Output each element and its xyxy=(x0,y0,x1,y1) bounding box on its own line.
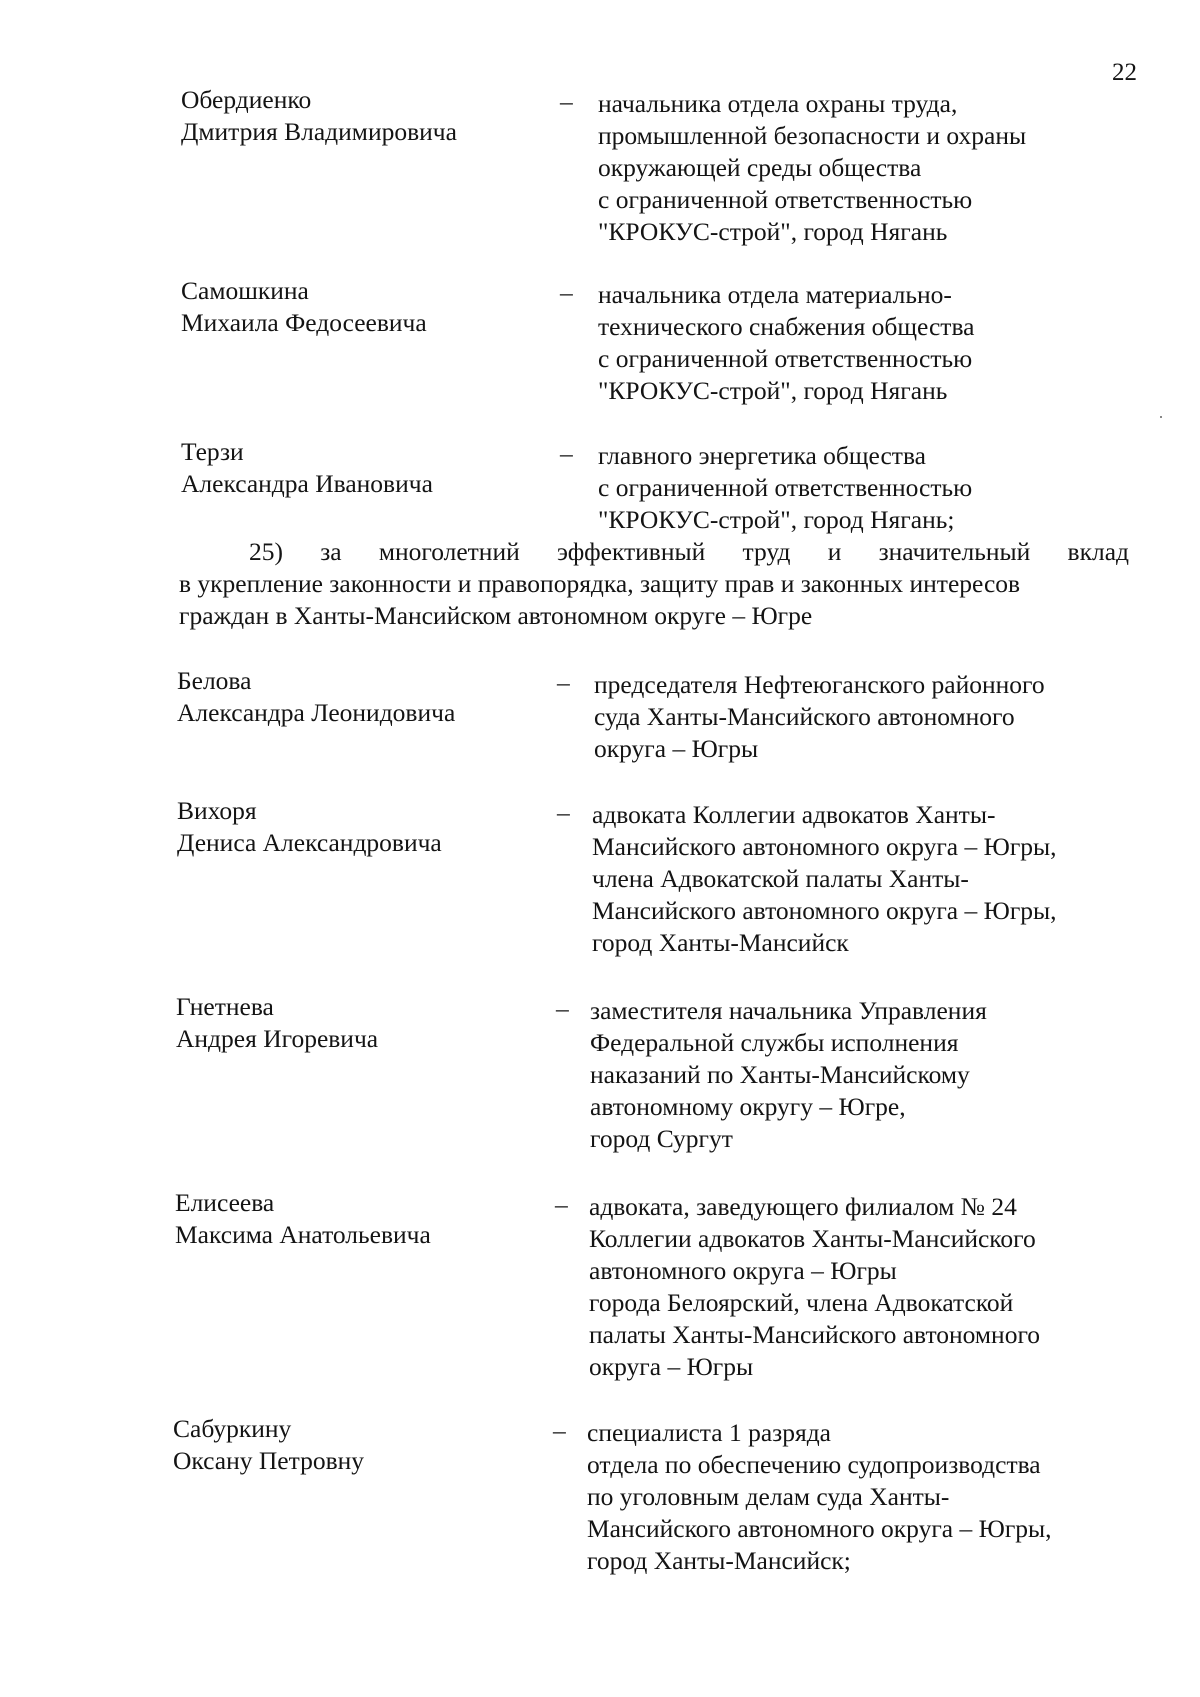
entry-name: Самошкина Михаила Федосеевича xyxy=(181,276,427,337)
entry-saburkina xyxy=(173,1413,1133,1583)
entry-eliseev xyxy=(175,1187,1135,1387)
scan-speck xyxy=(1160,416,1162,418)
entry-name: Вихоря Дениса Александровича xyxy=(177,796,442,857)
entry-dash: – xyxy=(557,798,570,827)
entry-name: Гнетнева Андрея Игоревича xyxy=(176,992,379,1053)
paragraph-line: 25) за многолетний эффективный труд и значительный вклад xyxy=(249,537,1129,566)
entry-name: Терзи Александра Ивановича xyxy=(181,437,433,498)
entry-dash: – xyxy=(553,1416,566,1445)
entry-terzi xyxy=(181,436,1141,546)
paragraph-line: граждан в Ханты-Мансийском автономном округе – Югре xyxy=(179,601,813,630)
entry-name: Белова Александра Леонидовича xyxy=(177,666,456,727)
entry-name: Обердиенко Дмитрия Владимировича xyxy=(181,85,457,146)
entry-name: Елисеева Максима Анатольевича xyxy=(175,1188,431,1249)
entry-description: заместителя начальника Управления Федеральной службы исполнения наказаний по Ханты-Мансийскому автономному округу – Югре, город Сургут xyxy=(590,996,987,1153)
clause-25-paragraph xyxy=(179,536,1129,632)
entry-dash: – xyxy=(557,668,570,697)
entry-description: начальника отдела охраны труда, промышленной безопасности и охраны окружающей среды общества с ограниченной ответственностью "КРОКУС-строй", город Нягань xyxy=(598,89,1027,246)
entry-description: главного энергетика общества с ограниченной ответственностью "КРОКУС-строй", город Нягань; xyxy=(598,441,973,534)
entry-samoshkin xyxy=(181,275,1141,415)
entry-description: начальника отдела материально- технического снабжения общества с ограниченной ответственностью "КРОКУС-строй", город Нягань xyxy=(598,280,975,405)
paragraph-line: в укрепление законности и правопорядка, защиту прав и законных интересов xyxy=(179,569,1021,598)
page-number: 22 xyxy=(1112,59,1137,86)
entry-dash: – xyxy=(560,87,573,116)
entry-gnetnev xyxy=(176,991,1136,1161)
entry-belov xyxy=(177,665,1137,775)
entry-dash: – xyxy=(555,1190,568,1219)
entry-dash: – xyxy=(560,278,573,307)
entry-description: адвоката, заведующего филиалом № 24 Коллегии адвокатов Ханты-Мансийского автономного округа – Югры города Белоярский, члена Адвокатской палаты Ханты-Мансийского автономного округа – Югры xyxy=(589,1192,1041,1381)
entry-obderdienko xyxy=(181,84,1141,254)
entry-dash: – xyxy=(560,439,573,468)
entry-name: Сабуркину Оксану Петровну xyxy=(173,1414,365,1475)
entry-vikhor xyxy=(177,795,1137,965)
entry-description: адвоката Коллегии адвокатов Ханты- Мансийского автономного округа – Югры, члена Адвокатской палаты Ханты- Мансийского автономного округа – Югры, город Ханты-Мансийск xyxy=(592,800,1057,957)
entry-dash: – xyxy=(556,994,569,1023)
entry-description: председателя Нефтеюганского районного суда Ханты-Мансийского автономного округа – Югры xyxy=(594,670,1045,763)
entry-description: специалиста 1 разряда отдела по обеспечению судопроизводства по уголовным делам суда Ханты- Мансийского автономного округа – Югры, город Ханты-Мансийск; xyxy=(587,1418,1052,1575)
